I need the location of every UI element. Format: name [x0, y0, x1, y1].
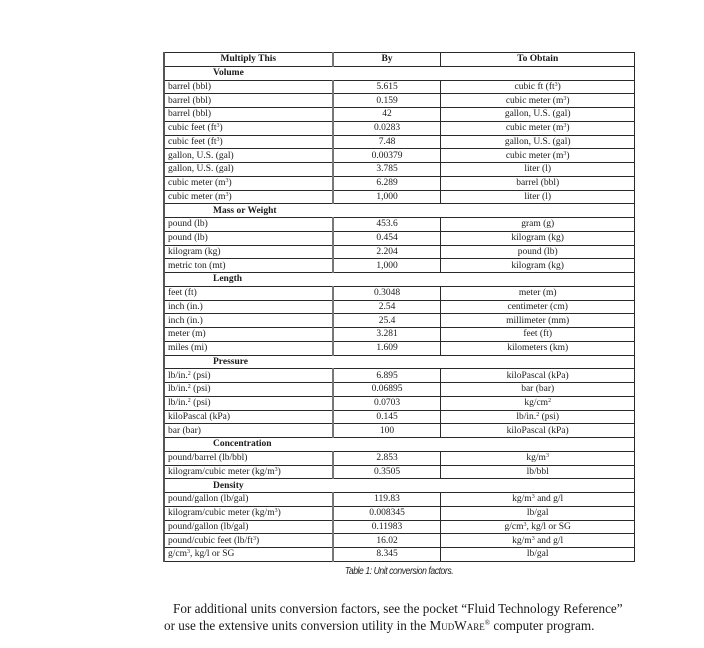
table-row [164, 396, 635, 410]
section-header-row [164, 204, 635, 218]
cell-factor: 6.289 [333, 176, 441, 190]
cell-to-obtain: kiloPascal (kPa) [441, 424, 635, 438]
cell-to-obtain: kiloPascal (kPa) [441, 369, 635, 383]
cell-to-obtain: feet (ft) [441, 328, 635, 342]
cell-multiply-this: bar (bar) [164, 424, 333, 438]
cell-factor: 5.615 [333, 80, 441, 94]
table-row [164, 218, 635, 232]
section-header-row [164, 66, 635, 80]
cell-factor: 100 [333, 424, 441, 438]
registered-mark: ® [484, 618, 491, 627]
cell-to-obtain: $kg/m^3$ and g/l [441, 534, 635, 548]
cell-factor: 7.48 [333, 135, 441, 149]
cell-multiply-this: lb/in.$^2$ (psi) [164, 383, 333, 397]
cell-multiply-this: kilogram/cubic meter $(kg/m^3)$ [164, 506, 333, 520]
cell-multiply-this: cubic feet $(ft^3)$ [164, 135, 333, 149]
table-row [164, 80, 635, 94]
table-row [164, 383, 635, 397]
section-title: Volume [164, 66, 635, 80]
table-row [164, 534, 635, 548]
cell-factor: 0.0703 [333, 396, 441, 410]
cell-factor: 3.785 [333, 163, 441, 177]
cell-factor: 0.159 [333, 94, 441, 108]
cell-multiply-this: cubic meter $(m^3)$ [164, 190, 333, 204]
table-row [164, 548, 635, 562]
table-row [164, 520, 635, 534]
unit-conversion-table [163, 52, 635, 562]
cell-factor: 2.204 [333, 245, 441, 259]
column-header-multiply-this: Multiply This [164, 53, 333, 67]
table-row [164, 314, 635, 328]
cell-factor: 8.345 [333, 548, 441, 562]
cell-multiply-this: pound/gallon (lb/gal) [164, 493, 333, 507]
cell-to-obtain: gram (g) [441, 218, 635, 232]
section-title: Concentration [164, 438, 635, 452]
cell-multiply-this: pound/gallon (lb/gal) [164, 520, 333, 534]
cell-to-obtain: pound (lb) [441, 245, 635, 259]
cell-multiply-this: feet (ft) [164, 286, 333, 300]
cell-multiply-this: inch (in.) [164, 300, 333, 314]
cell-factor: 453.6 [333, 218, 441, 232]
table-header-row [164, 53, 635, 67]
table-row [164, 328, 635, 342]
cell-multiply-this: kiloPascal (kPa) [164, 410, 333, 424]
cell-to-obtain: lb/gal [441, 548, 635, 562]
section-header-row [164, 438, 635, 452]
paragraph-text-before: For additional units conversion factors, see the pocket “Fluid Technology Reference” or use the extensive units conversion utility in the [164, 601, 623, 633]
cell-multiply-this: $g/cm^3$, kg/l or SG [164, 548, 333, 562]
cell-factor: 0.454 [333, 231, 441, 245]
cell-multiply-this: kilogram (kg) [164, 245, 333, 259]
cell-factor: 1,000 [333, 190, 441, 204]
cell-to-obtain: bar (bar) [441, 383, 635, 397]
cell-to-obtain: kilogram (kg) [441, 259, 635, 273]
cell-to-obtain: cubic ft $(ft^3)$ [441, 80, 635, 94]
table-row [164, 163, 635, 177]
cell-factor: 6.895 [333, 369, 441, 383]
table-row [164, 231, 635, 245]
section-title: Density [164, 479, 635, 493]
cell-multiply-this: metric ton (mt) [164, 259, 333, 273]
cell-to-obtain: barrel (bbl) [441, 176, 635, 190]
cell-to-obtain: cubic meter $(m^3)$ [441, 121, 635, 135]
cell-to-obtain: lb/in.$^2$ (psi) [441, 410, 635, 424]
table-body [164, 66, 635, 561]
table-row [164, 108, 635, 122]
cell-factor: 3.281 [333, 328, 441, 342]
brand-name: MudWare [429, 617, 485, 633]
table-row [164, 410, 635, 424]
cell-multiply-this: lb/in.$^2$ (psi) [164, 396, 333, 410]
cell-to-obtain: kilometers (km) [441, 341, 635, 355]
cell-multiply-this: meter (m) [164, 328, 333, 342]
cell-factor: 2.853 [333, 451, 441, 465]
cell-factor: 0.3505 [333, 465, 441, 479]
cell-factor: 0.145 [333, 410, 441, 424]
cell-factor: 0.06895 [333, 383, 441, 397]
paragraph-text-after: computer program. [490, 617, 595, 633]
cell-to-obtain: cubic meter $(m^3)$ [441, 94, 635, 108]
cell-factor: 119.83 [333, 493, 441, 507]
table-row [164, 176, 635, 190]
table-row [164, 286, 635, 300]
table-row [164, 94, 635, 108]
cell-multiply-this: cubic meter $(m^3)$ [164, 176, 333, 190]
table-row [164, 369, 635, 383]
table-caption: Table 1: Unit conversion factors. [344, 566, 454, 577]
cell-multiply-this: lb/in.$^2$ (psi) [164, 369, 333, 383]
cell-to-obtain: $kg/m^3$ [441, 451, 635, 465]
cell-to-obtain: $kg/m^3$ and g/l [441, 493, 635, 507]
section-title: Mass or Weight [164, 204, 635, 218]
cell-multiply-this: barrel (bbl) [164, 108, 333, 122]
cell-multiply-this: miles (mi) [164, 341, 333, 355]
table-row [164, 149, 635, 163]
cell-factor: 0.3048 [333, 286, 441, 300]
table-row [164, 341, 635, 355]
cell-to-obtain: lb/bbl [441, 465, 635, 479]
section-header-row [164, 479, 635, 493]
cell-factor: 1,000 [333, 259, 441, 273]
cell-factor: 0.008345 [333, 506, 441, 520]
table-row [164, 506, 635, 520]
cell-to-obtain: lb/gal [441, 506, 635, 520]
cell-factor: 1.609 [333, 341, 441, 355]
cell-factor: 2.54 [333, 300, 441, 314]
cell-factor: 0.11983 [333, 520, 441, 534]
cell-to-obtain: liter (l) [441, 190, 635, 204]
table-row [164, 424, 635, 438]
table-row [164, 245, 635, 259]
cell-multiply-this: gallon, U.S. (gal) [164, 149, 333, 163]
table-row [164, 121, 635, 135]
cell-to-obtain: gallon, U.S. (gal) [441, 108, 635, 122]
cell-to-obtain: millimeter (mm) [441, 314, 635, 328]
cell-factor: 25.4 [333, 314, 441, 328]
cell-multiply-this: pound/barrel (lb/bbl) [164, 451, 333, 465]
table-row [164, 190, 635, 204]
table-row [164, 300, 635, 314]
body-paragraph [164, 601, 624, 634]
cell-factor: 16.02 [333, 534, 441, 548]
cell-multiply-this: cubic feet $(ft^3)$ [164, 121, 333, 135]
cell-multiply-this: pound/cubic feet $(lb/ft^3)$ [164, 534, 333, 548]
table-row [164, 465, 635, 479]
cell-to-obtain: $kg/cm^2$ [441, 396, 635, 410]
cell-to-obtain: centimeter (cm) [441, 300, 635, 314]
cell-multiply-this: barrel (bbl) [164, 80, 333, 94]
cell-factor: 0.00379 [333, 149, 441, 163]
section-header-row [164, 273, 635, 287]
cell-to-obtain: liter (l) [441, 163, 635, 177]
section-title: Pressure [164, 355, 635, 369]
cell-multiply-this: pound (lb) [164, 218, 333, 232]
column-header-to-obtain: To Obtain [441, 53, 635, 67]
section-header-row [164, 355, 635, 369]
cell-to-obtain: gallon, U.S. (gal) [441, 135, 635, 149]
table-row [164, 259, 635, 273]
section-title: Length [164, 273, 635, 287]
cell-multiply-this: pound (lb) [164, 231, 333, 245]
cell-multiply-this: barrel (bbl) [164, 94, 333, 108]
cell-to-obtain: meter (m) [441, 286, 635, 300]
table-row [164, 135, 635, 149]
cell-multiply-this: gallon, U.S. (gal) [164, 163, 333, 177]
table-row [164, 493, 635, 507]
cell-to-obtain: cubic meter $(m^3)$ [441, 149, 635, 163]
cell-to-obtain: $g/cm^3$, kg/l or SG [441, 520, 635, 534]
column-header-by: By [333, 53, 441, 67]
cell-factor: 0.0283 [333, 121, 441, 135]
cell-to-obtain: kilogram (kg) [441, 231, 635, 245]
cell-multiply-this: kilogram/cubic meter $(kg/m^3)$ [164, 465, 333, 479]
table-row [164, 451, 635, 465]
cell-factor: 42 [333, 108, 441, 122]
cell-multiply-this: inch (in.) [164, 314, 333, 328]
